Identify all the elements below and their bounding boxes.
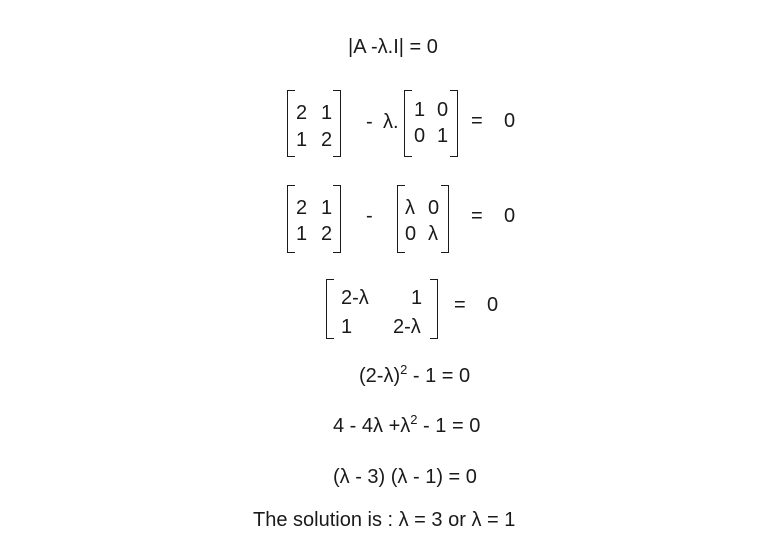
lambda-coefficient: λ.: [383, 111, 399, 133]
solution-statement: The solution is : λ = 3 or λ = 1: [253, 509, 516, 531]
equals-sign: =: [471, 205, 483, 227]
left-bracket: [404, 90, 412, 157]
right-bracket: [333, 185, 341, 253]
minus-sign: -: [366, 205, 373, 227]
matrix-entry: 1: [321, 102, 333, 124]
right-bracket: [430, 279, 438, 339]
matrix-entry: 2: [296, 102, 308, 124]
matrix-entry: 1: [411, 287, 423, 309]
matrix-entry: 2: [321, 223, 333, 245]
matrix-entry: 1: [296, 129, 308, 151]
matrix-entry: λ: [428, 223, 438, 245]
equals-sign: =: [471, 110, 483, 132]
equals-sign: =: [454, 294, 466, 316]
squared-rest: - 1 = 0: [407, 365, 471, 387]
matrix-entry: 1: [437, 125, 449, 147]
left-bracket: [397, 185, 405, 253]
expanded-equation: [333, 412, 481, 437]
zero: 0: [504, 110, 516, 132]
right-bracket: [450, 90, 458, 157]
left-bracket: [287, 185, 295, 253]
matrix-entry: 2: [321, 129, 333, 151]
matrix-entry: 1: [296, 223, 308, 245]
matrix-entry: 1: [414, 99, 426, 121]
left-bracket: [326, 279, 334, 339]
right-bracket: [441, 185, 449, 253]
right-bracket: [333, 90, 341, 157]
expanded-base: 4 - 4λ +λ: [333, 415, 411, 437]
factored-equation: (λ - 3) (λ - 1) = 0: [333, 466, 477, 488]
squared-base: (2-λ): [359, 365, 401, 387]
expanded-rest: - 1 = 0: [417, 415, 481, 437]
determinant-equation: |A -λ.I| = 0: [348, 36, 438, 58]
matrix-entry: 0: [405, 223, 417, 245]
matrix-entry: 0: [428, 197, 440, 219]
zero: 0: [487, 294, 499, 316]
exponent: 2: [400, 362, 408, 377]
squared-equation: [359, 362, 471, 387]
exponent: 2: [410, 412, 418, 427]
matrix-entry: 2-λ: [393, 316, 421, 338]
matrix-entry: 2-λ: [341, 287, 369, 309]
matrix-entry: 0: [414, 125, 426, 147]
zero: 0: [504, 205, 516, 227]
minus-sign: -: [366, 111, 373, 133]
matrix-entry: λ: [405, 197, 415, 219]
matrix-entry: 2: [296, 197, 308, 219]
matrix-entry: 1: [341, 316, 353, 338]
matrix-entry: 1: [321, 197, 333, 219]
left-bracket: [287, 90, 295, 157]
matrix-entry: 0: [437, 99, 449, 121]
